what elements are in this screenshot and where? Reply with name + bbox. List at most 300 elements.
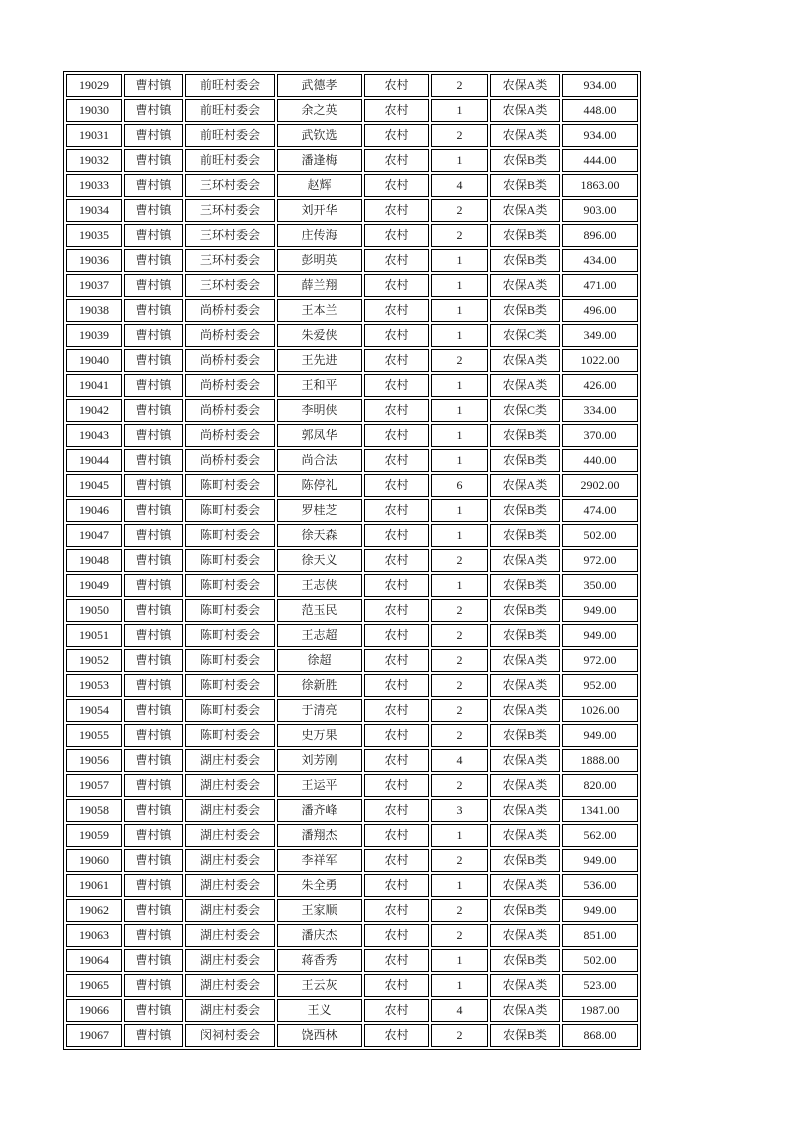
cell-person-count: 2 — [431, 724, 488, 747]
table-row — [66, 899, 638, 922]
cell-insurance-category: 农保B类 — [490, 599, 560, 622]
cell-serial-number: 19029 — [66, 74, 122, 97]
cell-amount: 949.00 — [562, 899, 638, 922]
cell-person-count: 1 — [431, 949, 488, 972]
cell-amount: 972.00 — [562, 649, 638, 672]
cell-residence-type: 农村 — [364, 674, 429, 697]
cell-person-count: 2 — [431, 599, 488, 622]
cell-amount: 502.00 — [562, 524, 638, 547]
cell-amount: 523.00 — [562, 974, 638, 997]
cell-serial-number: 19059 — [66, 824, 122, 847]
cell-village-committee: 湖庄村委会 — [185, 999, 275, 1022]
cell-village-committee: 尚桥村委会 — [185, 449, 275, 472]
cell-insurance-category: 农保A类 — [490, 749, 560, 772]
cell-amount: 1341.00 — [562, 799, 638, 822]
cell-residence-type: 农村 — [364, 774, 429, 797]
table-row — [66, 149, 638, 172]
cell-village-committee: 湖庄村委会 — [185, 899, 275, 922]
cell-village-committee: 前旺村委会 — [185, 124, 275, 147]
cell-insurance-category: 农保A类 — [490, 924, 560, 947]
cell-person-count: 2 — [431, 674, 488, 697]
cell-person-name: 饶西林 — [277, 1024, 362, 1047]
cell-town: 曹村镇 — [124, 99, 183, 122]
cell-village-committee: 三环村委会 — [185, 224, 275, 247]
cell-residence-type: 农村 — [364, 849, 429, 872]
cell-village-committee: 湖庄村委会 — [185, 874, 275, 897]
cell-serial-number: 19067 — [66, 1024, 122, 1047]
cell-person-count: 1 — [431, 499, 488, 522]
cell-village-committee: 湖庄村委会 — [185, 749, 275, 772]
cell-person-name: 刘开华 — [277, 199, 362, 222]
cell-town: 曹村镇 — [124, 224, 183, 247]
cell-insurance-category: 农保A类 — [490, 374, 560, 397]
cell-person-count: 1 — [431, 149, 488, 172]
cell-person-count: 1 — [431, 249, 488, 272]
cell-insurance-category: 农保C类 — [490, 399, 560, 422]
cell-person-name: 王先进 — [277, 349, 362, 372]
cell-insurance-category: 农保A类 — [490, 874, 560, 897]
cell-insurance-category: 农保A类 — [490, 774, 560, 797]
cell-insurance-category: 农保B类 — [490, 299, 560, 322]
cell-amount: 952.00 — [562, 674, 638, 697]
cell-person-count: 2 — [431, 899, 488, 922]
cell-insurance-category: 农保B类 — [490, 624, 560, 647]
cell-insurance-category: 农保B类 — [490, 574, 560, 597]
cell-person-count: 1 — [431, 574, 488, 597]
cell-person-name: 李祥军 — [277, 849, 362, 872]
cell-person-count: 1 — [431, 324, 488, 347]
cell-residence-type: 农村 — [364, 749, 429, 772]
cell-person-name: 范玉民 — [277, 599, 362, 622]
cell-serial-number: 19062 — [66, 899, 122, 922]
cell-serial-number: 19044 — [66, 449, 122, 472]
cell-amount: 334.00 — [562, 399, 638, 422]
cell-person-name: 史万果 — [277, 724, 362, 747]
cell-village-committee: 尚桥村委会 — [185, 349, 275, 372]
cell-insurance-category: 农保C类 — [490, 324, 560, 347]
table-row — [66, 699, 638, 722]
cell-amount: 972.00 — [562, 549, 638, 572]
cell-village-committee: 陈町村委会 — [185, 724, 275, 747]
cell-insurance-category: 农保A类 — [490, 649, 560, 672]
table-row — [66, 949, 638, 972]
cell-residence-type: 农村 — [364, 899, 429, 922]
table-row — [66, 449, 638, 472]
cell-amount: 949.00 — [562, 849, 638, 872]
cell-residence-type: 农村 — [364, 374, 429, 397]
cell-insurance-category: 农保A类 — [490, 349, 560, 372]
cell-serial-number: 19033 — [66, 174, 122, 197]
cell-town: 曹村镇 — [124, 749, 183, 772]
cell-village-committee: 湖庄村委会 — [185, 949, 275, 972]
cell-insurance-category: 农保B类 — [490, 849, 560, 872]
cell-residence-type: 农村 — [364, 99, 429, 122]
cell-person-name: 薛兰翔 — [277, 274, 362, 297]
table-row — [66, 174, 638, 197]
cell-insurance-category: 农保A类 — [490, 124, 560, 147]
cell-serial-number: 19050 — [66, 599, 122, 622]
cell-village-committee: 陈町村委会 — [185, 699, 275, 722]
cell-residence-type: 农村 — [364, 724, 429, 747]
cell-person-name: 罗桂芝 — [277, 499, 362, 522]
cell-town: 曹村镇 — [124, 524, 183, 547]
cell-amount: 1863.00 — [562, 174, 638, 197]
cell-serial-number: 19051 — [66, 624, 122, 647]
cell-serial-number: 19063 — [66, 924, 122, 947]
cell-residence-type: 农村 — [364, 349, 429, 372]
cell-person-count: 2 — [431, 1024, 488, 1047]
cell-insurance-category: 农保A类 — [490, 999, 560, 1022]
cell-village-committee: 湖庄村委会 — [185, 974, 275, 997]
cell-residence-type: 农村 — [364, 949, 429, 972]
cell-person-count: 2 — [431, 124, 488, 147]
cell-insurance-category: 农保A类 — [490, 674, 560, 697]
cell-person-name: 徐天义 — [277, 549, 362, 572]
cell-town: 曹村镇 — [124, 574, 183, 597]
cell-residence-type: 农村 — [364, 149, 429, 172]
cell-village-committee: 前旺村委会 — [185, 149, 275, 172]
cell-insurance-category: 农保A类 — [490, 974, 560, 997]
cell-village-committee: 前旺村委会 — [185, 74, 275, 97]
cell-insurance-category: 农保B类 — [490, 524, 560, 547]
cell-village-committee: 湖庄村委会 — [185, 849, 275, 872]
cell-insurance-category: 农保B类 — [490, 224, 560, 247]
cell-serial-number: 19034 — [66, 199, 122, 222]
cell-residence-type: 农村 — [364, 574, 429, 597]
table-body — [66, 74, 638, 1047]
cell-insurance-category: 农保A类 — [490, 799, 560, 822]
cell-serial-number: 19055 — [66, 724, 122, 747]
cell-person-count: 1 — [431, 874, 488, 897]
cell-amount: 536.00 — [562, 874, 638, 897]
cell-town: 曹村镇 — [124, 599, 183, 622]
cell-insurance-category: 农保B类 — [490, 149, 560, 172]
cell-insurance-category: 农保A类 — [490, 474, 560, 497]
cell-person-name: 王本兰 — [277, 299, 362, 322]
cell-serial-number: 19036 — [66, 249, 122, 272]
cell-person-name: 庄传海 — [277, 224, 362, 247]
cell-amount: 1026.00 — [562, 699, 638, 722]
table-row — [66, 649, 638, 672]
cell-person-name: 徐天森 — [277, 524, 362, 547]
cell-residence-type: 农村 — [364, 74, 429, 97]
cell-amount: 350.00 — [562, 574, 638, 597]
table-row — [66, 74, 638, 97]
cell-person-name: 王志侠 — [277, 574, 362, 597]
cell-insurance-category: 农保A类 — [490, 74, 560, 97]
table-row — [66, 624, 638, 647]
cell-residence-type: 农村 — [364, 874, 429, 897]
cell-residence-type: 农村 — [364, 174, 429, 197]
table-row — [66, 349, 638, 372]
cell-person-count: 4 — [431, 999, 488, 1022]
cell-insurance-category: 农保B类 — [490, 499, 560, 522]
cell-person-name: 潘翔杰 — [277, 824, 362, 847]
cell-serial-number: 19037 — [66, 274, 122, 297]
cell-person-count: 2 — [431, 849, 488, 872]
cell-town: 曹村镇 — [124, 699, 183, 722]
cell-insurance-category: 农保A类 — [490, 99, 560, 122]
table-row — [66, 799, 638, 822]
cell-village-committee: 尚桥村委会 — [185, 424, 275, 447]
cell-serial-number: 19057 — [66, 774, 122, 797]
cell-serial-number: 19039 — [66, 324, 122, 347]
cell-insurance-category: 农保A类 — [490, 824, 560, 847]
cell-person-count: 1 — [431, 99, 488, 122]
cell-amount: 934.00 — [562, 124, 638, 147]
cell-amount: 502.00 — [562, 949, 638, 972]
table-row — [66, 399, 638, 422]
cell-amount: 949.00 — [562, 599, 638, 622]
cell-person-count: 2 — [431, 924, 488, 947]
cell-town: 曹村镇 — [124, 374, 183, 397]
cell-residence-type: 农村 — [364, 649, 429, 672]
cell-residence-type: 农村 — [364, 524, 429, 547]
table-row — [66, 999, 638, 1022]
table-row — [66, 874, 638, 897]
cell-town: 曹村镇 — [124, 499, 183, 522]
cell-insurance-category: 农保A类 — [490, 199, 560, 222]
table-row — [66, 474, 638, 497]
cell-person-count: 1 — [431, 974, 488, 997]
cell-amount: 2902.00 — [562, 474, 638, 497]
cell-insurance-category: 农保B类 — [490, 724, 560, 747]
cell-town: 曹村镇 — [124, 924, 183, 947]
cell-serial-number: 19041 — [66, 374, 122, 397]
cell-town: 曹村镇 — [124, 974, 183, 997]
cell-person-name: 潘齐峰 — [277, 799, 362, 822]
cell-village-committee: 湖庄村委会 — [185, 774, 275, 797]
table-row — [66, 824, 638, 847]
cell-person-count: 1 — [431, 299, 488, 322]
cell-town: 曹村镇 — [124, 149, 183, 172]
cell-person-count: 1 — [431, 524, 488, 547]
cell-person-count: 2 — [431, 699, 488, 722]
cell-amount: 1022.00 — [562, 349, 638, 372]
cell-serial-number: 19035 — [66, 224, 122, 247]
cell-town: 曹村镇 — [124, 674, 183, 697]
table-row — [66, 424, 638, 447]
cell-serial-number: 19038 — [66, 299, 122, 322]
table-row — [66, 324, 638, 347]
cell-residence-type: 农村 — [364, 824, 429, 847]
cell-serial-number: 19046 — [66, 499, 122, 522]
cell-town: 曹村镇 — [124, 474, 183, 497]
cell-amount: 949.00 — [562, 624, 638, 647]
cell-residence-type: 农村 — [364, 474, 429, 497]
cell-amount: 868.00 — [562, 1024, 638, 1047]
cell-insurance-category: 农保B类 — [490, 949, 560, 972]
table-row — [66, 1024, 638, 1047]
cell-insurance-category: 农保B类 — [490, 1024, 560, 1047]
cell-village-committee: 前旺村委会 — [185, 99, 275, 122]
cell-person-count: 3 — [431, 799, 488, 822]
cell-residence-type: 农村 — [364, 424, 429, 447]
cell-town: 曹村镇 — [124, 199, 183, 222]
cell-town: 曹村镇 — [124, 799, 183, 822]
cell-village-committee: 陈町村委会 — [185, 549, 275, 572]
cell-person-name: 武德孝 — [277, 74, 362, 97]
cell-town: 曹村镇 — [124, 549, 183, 572]
cell-village-committee: 湖庄村委会 — [185, 799, 275, 822]
cell-residence-type: 农村 — [364, 974, 429, 997]
table-row — [66, 724, 638, 747]
table-row — [66, 974, 638, 997]
cell-village-committee: 尚桥村委会 — [185, 374, 275, 397]
cell-residence-type: 农村 — [364, 274, 429, 297]
cell-village-committee: 尚桥村委会 — [185, 299, 275, 322]
cell-serial-number: 19054 — [66, 699, 122, 722]
cell-residence-type: 农村 — [364, 249, 429, 272]
cell-town: 曹村镇 — [124, 824, 183, 847]
table-row — [66, 599, 638, 622]
cell-amount: 949.00 — [562, 724, 638, 747]
cell-person-name: 潘逢梅 — [277, 149, 362, 172]
cell-village-committee: 陈町村委会 — [185, 524, 275, 547]
cell-serial-number: 19053 — [66, 674, 122, 697]
cell-residence-type: 农村 — [364, 1024, 429, 1047]
cell-insurance-category: 农保A类 — [490, 274, 560, 297]
cell-town: 曹村镇 — [124, 899, 183, 922]
cell-person-name: 徐新胜 — [277, 674, 362, 697]
cell-residence-type: 农村 — [364, 599, 429, 622]
cell-amount: 562.00 — [562, 824, 638, 847]
cell-village-committee: 尚桥村委会 — [185, 399, 275, 422]
cell-residence-type: 农村 — [364, 124, 429, 147]
cell-insurance-category: 农保B类 — [490, 424, 560, 447]
cell-amount: 440.00 — [562, 449, 638, 472]
cell-serial-number: 19061 — [66, 874, 122, 897]
cell-insurance-category: 农保B类 — [490, 174, 560, 197]
cell-person-count: 2 — [431, 624, 488, 647]
cell-amount: 896.00 — [562, 224, 638, 247]
insurance-payout-table — [63, 71, 641, 1050]
cell-serial-number: 19058 — [66, 799, 122, 822]
cell-person-name: 王家顺 — [277, 899, 362, 922]
cell-village-committee: 闵祠村委会 — [185, 1024, 275, 1047]
cell-person-name: 王运平 — [277, 774, 362, 797]
cell-town: 曹村镇 — [124, 949, 183, 972]
table-row — [66, 299, 638, 322]
table-row — [66, 499, 638, 522]
cell-village-committee: 三环村委会 — [185, 249, 275, 272]
table-row — [66, 574, 638, 597]
cell-serial-number: 19042 — [66, 399, 122, 422]
cell-residence-type: 农村 — [364, 199, 429, 222]
cell-person-count: 2 — [431, 224, 488, 247]
cell-residence-type: 农村 — [364, 299, 429, 322]
cell-town: 曹村镇 — [124, 399, 183, 422]
cell-person-name: 郭凤华 — [277, 424, 362, 447]
cell-insurance-category: 农保B类 — [490, 899, 560, 922]
cell-amount: 349.00 — [562, 324, 638, 347]
cell-amount: 903.00 — [562, 199, 638, 222]
cell-person-count: 4 — [431, 174, 488, 197]
cell-residence-type: 农村 — [364, 324, 429, 347]
cell-person-count: 2 — [431, 349, 488, 372]
cell-residence-type: 农村 — [364, 499, 429, 522]
cell-amount: 496.00 — [562, 299, 638, 322]
cell-insurance-category: 农保B类 — [490, 249, 560, 272]
cell-village-committee: 湖庄村委会 — [185, 824, 275, 847]
cell-amount: 434.00 — [562, 249, 638, 272]
cell-serial-number: 19030 — [66, 99, 122, 122]
cell-person-count: 2 — [431, 649, 488, 672]
table-row — [66, 199, 638, 222]
cell-amount: 426.00 — [562, 374, 638, 397]
cell-residence-type: 农村 — [364, 999, 429, 1022]
cell-town: 曹村镇 — [124, 849, 183, 872]
cell-town: 曹村镇 — [124, 124, 183, 147]
cell-insurance-category: 农保A类 — [490, 699, 560, 722]
cell-person-count: 2 — [431, 74, 488, 97]
cell-serial-number: 19040 — [66, 349, 122, 372]
cell-amount: 471.00 — [562, 274, 638, 297]
cell-person-name: 赵辉 — [277, 174, 362, 197]
cell-town: 曹村镇 — [124, 424, 183, 447]
cell-serial-number: 19066 — [66, 999, 122, 1022]
cell-residence-type: 农村 — [364, 399, 429, 422]
cell-person-count: 1 — [431, 449, 488, 472]
cell-serial-number: 19043 — [66, 424, 122, 447]
table-row — [66, 224, 638, 247]
cell-village-committee: 陈町村委会 — [185, 499, 275, 522]
cell-town: 曹村镇 — [124, 449, 183, 472]
cell-serial-number: 19048 — [66, 549, 122, 572]
cell-amount: 1987.00 — [562, 999, 638, 1022]
cell-serial-number: 19056 — [66, 749, 122, 772]
cell-town: 曹村镇 — [124, 724, 183, 747]
cell-person-count: 1 — [431, 274, 488, 297]
table-row — [66, 524, 638, 547]
cell-residence-type: 农村 — [364, 924, 429, 947]
cell-person-name: 于清亮 — [277, 699, 362, 722]
cell-insurance-category: 农保A类 — [490, 549, 560, 572]
cell-serial-number: 19032 — [66, 149, 122, 172]
cell-village-committee: 陈町村委会 — [185, 624, 275, 647]
cell-residence-type: 农村 — [364, 624, 429, 647]
table-row — [66, 274, 638, 297]
cell-person-name: 王义 — [277, 999, 362, 1022]
cell-town: 曹村镇 — [124, 1024, 183, 1047]
cell-serial-number: 19065 — [66, 974, 122, 997]
cell-serial-number: 19045 — [66, 474, 122, 497]
cell-person-name: 陈停礼 — [277, 474, 362, 497]
cell-serial-number: 19064 — [66, 949, 122, 972]
cell-amount: 851.00 — [562, 924, 638, 947]
cell-amount: 474.00 — [562, 499, 638, 522]
table-row — [66, 549, 638, 572]
cell-person-count: 1 — [431, 374, 488, 397]
cell-amount: 1888.00 — [562, 749, 638, 772]
cell-town: 曹村镇 — [124, 349, 183, 372]
cell-town: 曹村镇 — [124, 774, 183, 797]
table-row — [66, 749, 638, 772]
cell-village-committee: 陈町村委会 — [185, 599, 275, 622]
cell-person-name: 王云灰 — [277, 974, 362, 997]
cell-village-committee: 陈町村委会 — [185, 474, 275, 497]
cell-person-name: 蒋香秀 — [277, 949, 362, 972]
cell-person-name: 李明侠 — [277, 399, 362, 422]
cell-person-name: 潘庆杰 — [277, 924, 362, 947]
cell-person-count: 4 — [431, 749, 488, 772]
cell-town: 曹村镇 — [124, 874, 183, 897]
cell-person-name: 朱爱侠 — [277, 324, 362, 347]
table-row — [66, 374, 638, 397]
table-row — [66, 674, 638, 697]
cell-person-name: 彭明英 — [277, 249, 362, 272]
cell-person-name: 徐超 — [277, 649, 362, 672]
